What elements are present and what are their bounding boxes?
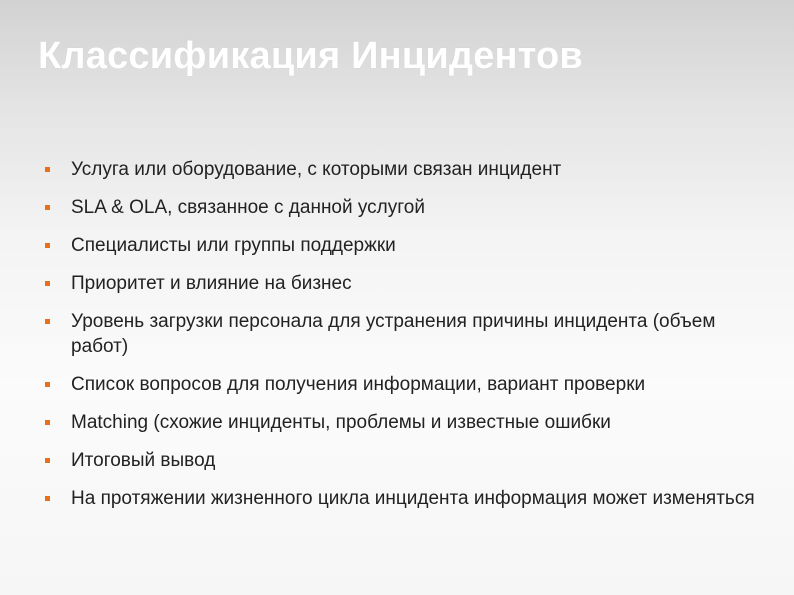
bullet-square-icon <box>45 243 50 248</box>
bullet-square-icon <box>45 458 50 463</box>
bullet-text: Matching (схожие инциденты, проблемы и известные ошибки <box>71 412 611 433</box>
bullet-item <box>44 372 764 397</box>
bullet-square-icon <box>45 319 50 324</box>
bullet-text: Уровень загрузки персонала для устранения причины инцидента (объем работ) <box>71 311 716 357</box>
bullet-square-icon <box>45 167 50 172</box>
bullet-text: Приоритет и влияние на бизнес <box>71 273 352 294</box>
bullet-item <box>44 271 764 296</box>
bullet-item <box>44 486 764 511</box>
bullet-text: Итоговый вывод <box>71 450 216 471</box>
bullet-text: Специалисты или группы поддержки <box>71 235 396 256</box>
bullet-list <box>44 157 764 524</box>
bullet-square-icon <box>45 281 50 286</box>
bullet-text: На протяжении жизненного цикла инцидента информация может изменяться <box>71 488 755 509</box>
bullet-text: Список вопросов для получения информации, вариант проверки <box>71 374 646 395</box>
bullet-item <box>44 195 764 220</box>
slide-title: Классификация Инцидентов <box>38 35 583 77</box>
bullet-item <box>44 157 764 182</box>
bullet-item <box>44 309 764 359</box>
bullet-square-icon <box>45 382 50 387</box>
bullet-text: Услуга или оборудование, с которыми связан инцидент <box>71 159 562 180</box>
bullet-item <box>44 233 764 258</box>
bullet-text: SLA & OLA, связанное с данной услугой <box>71 197 425 218</box>
bullet-square-icon <box>45 205 50 210</box>
bullet-square-icon <box>45 420 50 425</box>
bullet-item <box>44 448 764 473</box>
bullet-item <box>44 410 764 435</box>
bullet-square-icon <box>45 496 50 501</box>
